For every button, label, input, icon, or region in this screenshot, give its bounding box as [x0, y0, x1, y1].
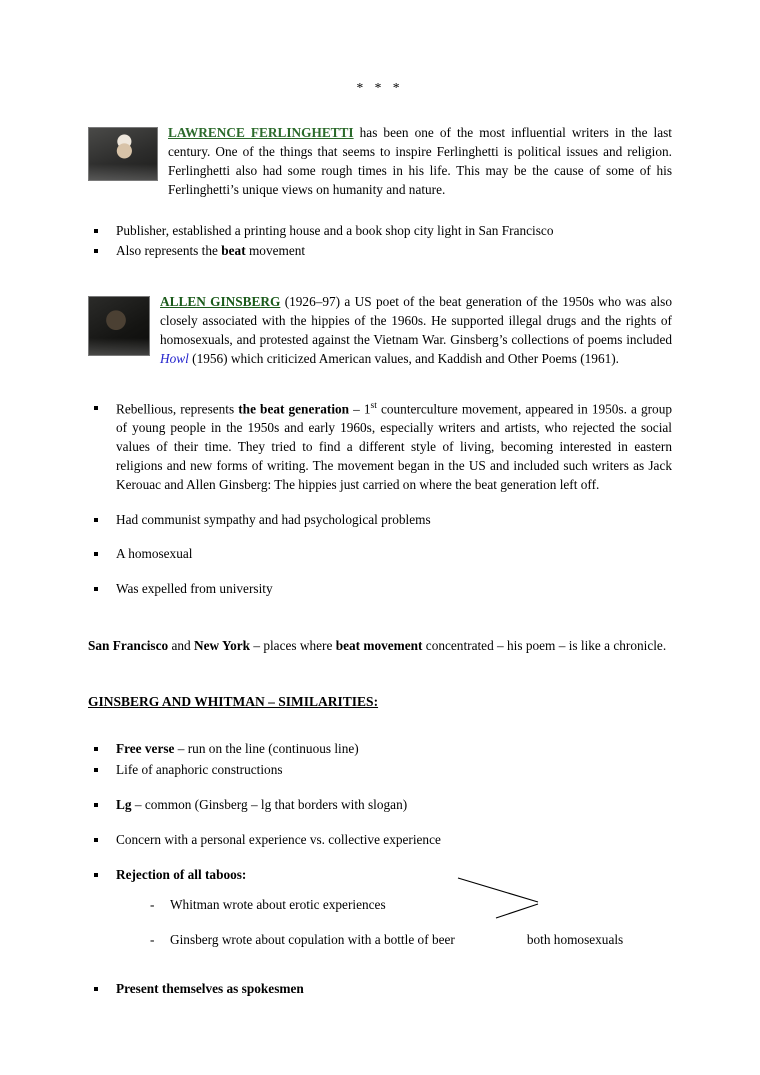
ferlinghetti-bullet-2-pre: Also represents the	[116, 243, 222, 259]
ginsberg-bullets	[88, 399, 672, 599]
list-item	[88, 761, 672, 780]
ginsberg-bullet-1-pre: Rebellious, represents	[116, 401, 239, 417]
ginsberg-bullet-1-sup: st	[370, 399, 377, 411]
beat-movement-term: beat movement	[335, 638, 423, 654]
list-item	[88, 980, 672, 999]
both-homosexuals-annotation: both homosexuals	[526, 932, 624, 948]
places-mid-2: – places where	[250, 638, 336, 654]
ginsberg-bullet-3: A homosexual	[116, 546, 193, 562]
ginsberg-bullet-1-bold: the beat generation	[238, 401, 350, 417]
ferlinghetti-bullet-2-bold: beat	[221, 243, 246, 259]
howl-title[interactable]: Howl	[160, 350, 189, 366]
taboo-sub-items	[88, 896, 672, 950]
ginsberg-bullet-1-mid: – 1	[349, 401, 371, 417]
list-item	[88, 511, 672, 530]
taboo-item-2: Ginsberg wrote about copulation with a bottle of beer	[170, 932, 455, 948]
similarity-3-rest: – common (Ginsberg – lg that borders with slogan)	[131, 796, 408, 812]
similarities-bullets	[88, 740, 672, 884]
list-item	[88, 931, 672, 950]
ginsberg-name[interactable]: ALLEN GINSBERG	[160, 294, 281, 310]
list-item	[88, 796, 672, 815]
list-item	[88, 831, 672, 850]
list-item	[88, 580, 672, 599]
list-item	[88, 740, 672, 759]
ferlinghetti-bullet-1: Publisher, established a printing house and a book shop city light in San Francisco	[116, 222, 554, 238]
ferlinghetti-text: has been one of the most influential writers in the last century. One of the things that seems to inspire Ferlinghetti is political issues and religion. Ferlinghetti also had some rough times in his life. This may be the cause of some of his Ferlinghetti’s unique views on humanity and nature.	[168, 125, 672, 197]
places-paragraph	[88, 637, 672, 656]
place-san-francisco: San Francisco	[88, 638, 169, 654]
list-item	[88, 896, 672, 915]
ginsberg-text-1: (1926–97) a US poet of the beat generation of the 1950s who was also closely associated with the hippies of the 1960s. He supported illegal drugs and the rights of homosexuals, and protested against the Vietnam War. Ginsberg’s collections of poems included	[160, 294, 672, 347]
similarity-4: Concern with a personal experience vs. collective experience	[116, 831, 441, 847]
similarity-3-bold: Lg	[116, 796, 132, 812]
ginsberg-text-2: (1956) which criticized American values, and Kaddish and Other Poems (1961).	[188, 350, 620, 366]
similarities-bullets-last	[88, 980, 672, 999]
places-tail: concentrated – his poem – is like a chronicle.	[422, 638, 667, 654]
section-divider: * * *	[356, 80, 404, 95]
similarity-1-rest: – run on the line (continuous line)	[174, 741, 359, 757]
list-item	[88, 222, 672, 241]
list-item	[88, 399, 672, 495]
ginsberg-paragraph	[88, 293, 672, 369]
similarity-1-bold: Free verse	[116, 741, 175, 757]
similarity-5-bold: Rejection of all taboos:	[116, 866, 247, 882]
lawrence-ferlinghetti-photo	[88, 127, 158, 181]
ginsberg-bullet-4: Was expelled from university	[116, 581, 273, 597]
taboo-item-1: Whitman wrote about erotic experiences	[170, 897, 386, 913]
allen-ginsberg-photo	[88, 296, 150, 356]
ginsberg-bullet-2: Had communist sympathy and had psychological problems	[116, 511, 431, 527]
place-new-york: New York	[194, 638, 251, 654]
ferlinghetti-bullets	[88, 222, 672, 262]
ferlinghetti-name[interactable]: LAWRENCE FERLINGHETTI	[168, 125, 354, 140]
ginsberg-bullet-1-post: counterculture movement, appeared in 1950s. a group of young people in the 1950s and early 1960s, especially writers and artists, who rejected the social values of their time. They tried to find a different style of living, becoming interested in eastern religions and new forms of writing. The movement began in the US and included such writers as Jack Kerouac and Allen Ginsberg: The hippies just carried on where the beat generation left off.	[116, 401, 672, 492]
similarity-2: Life of anaphoric constructions	[116, 761, 283, 777]
list-item	[88, 545, 672, 564]
ferlinghetti-paragraph	[88, 124, 672, 200]
ferlinghetti-bullet-2-post: movement	[245, 243, 306, 259]
similarity-6-bold: Present themselves as spokesmen	[116, 981, 304, 997]
list-item	[88, 242, 672, 261]
list-item	[88, 866, 672, 885]
document-body	[88, 80, 672, 1003]
similarities-heading: GINSBERG AND WHITMAN – SIMILARITIES:	[88, 694, 379, 710]
places-mid-1: and	[168, 638, 195, 654]
